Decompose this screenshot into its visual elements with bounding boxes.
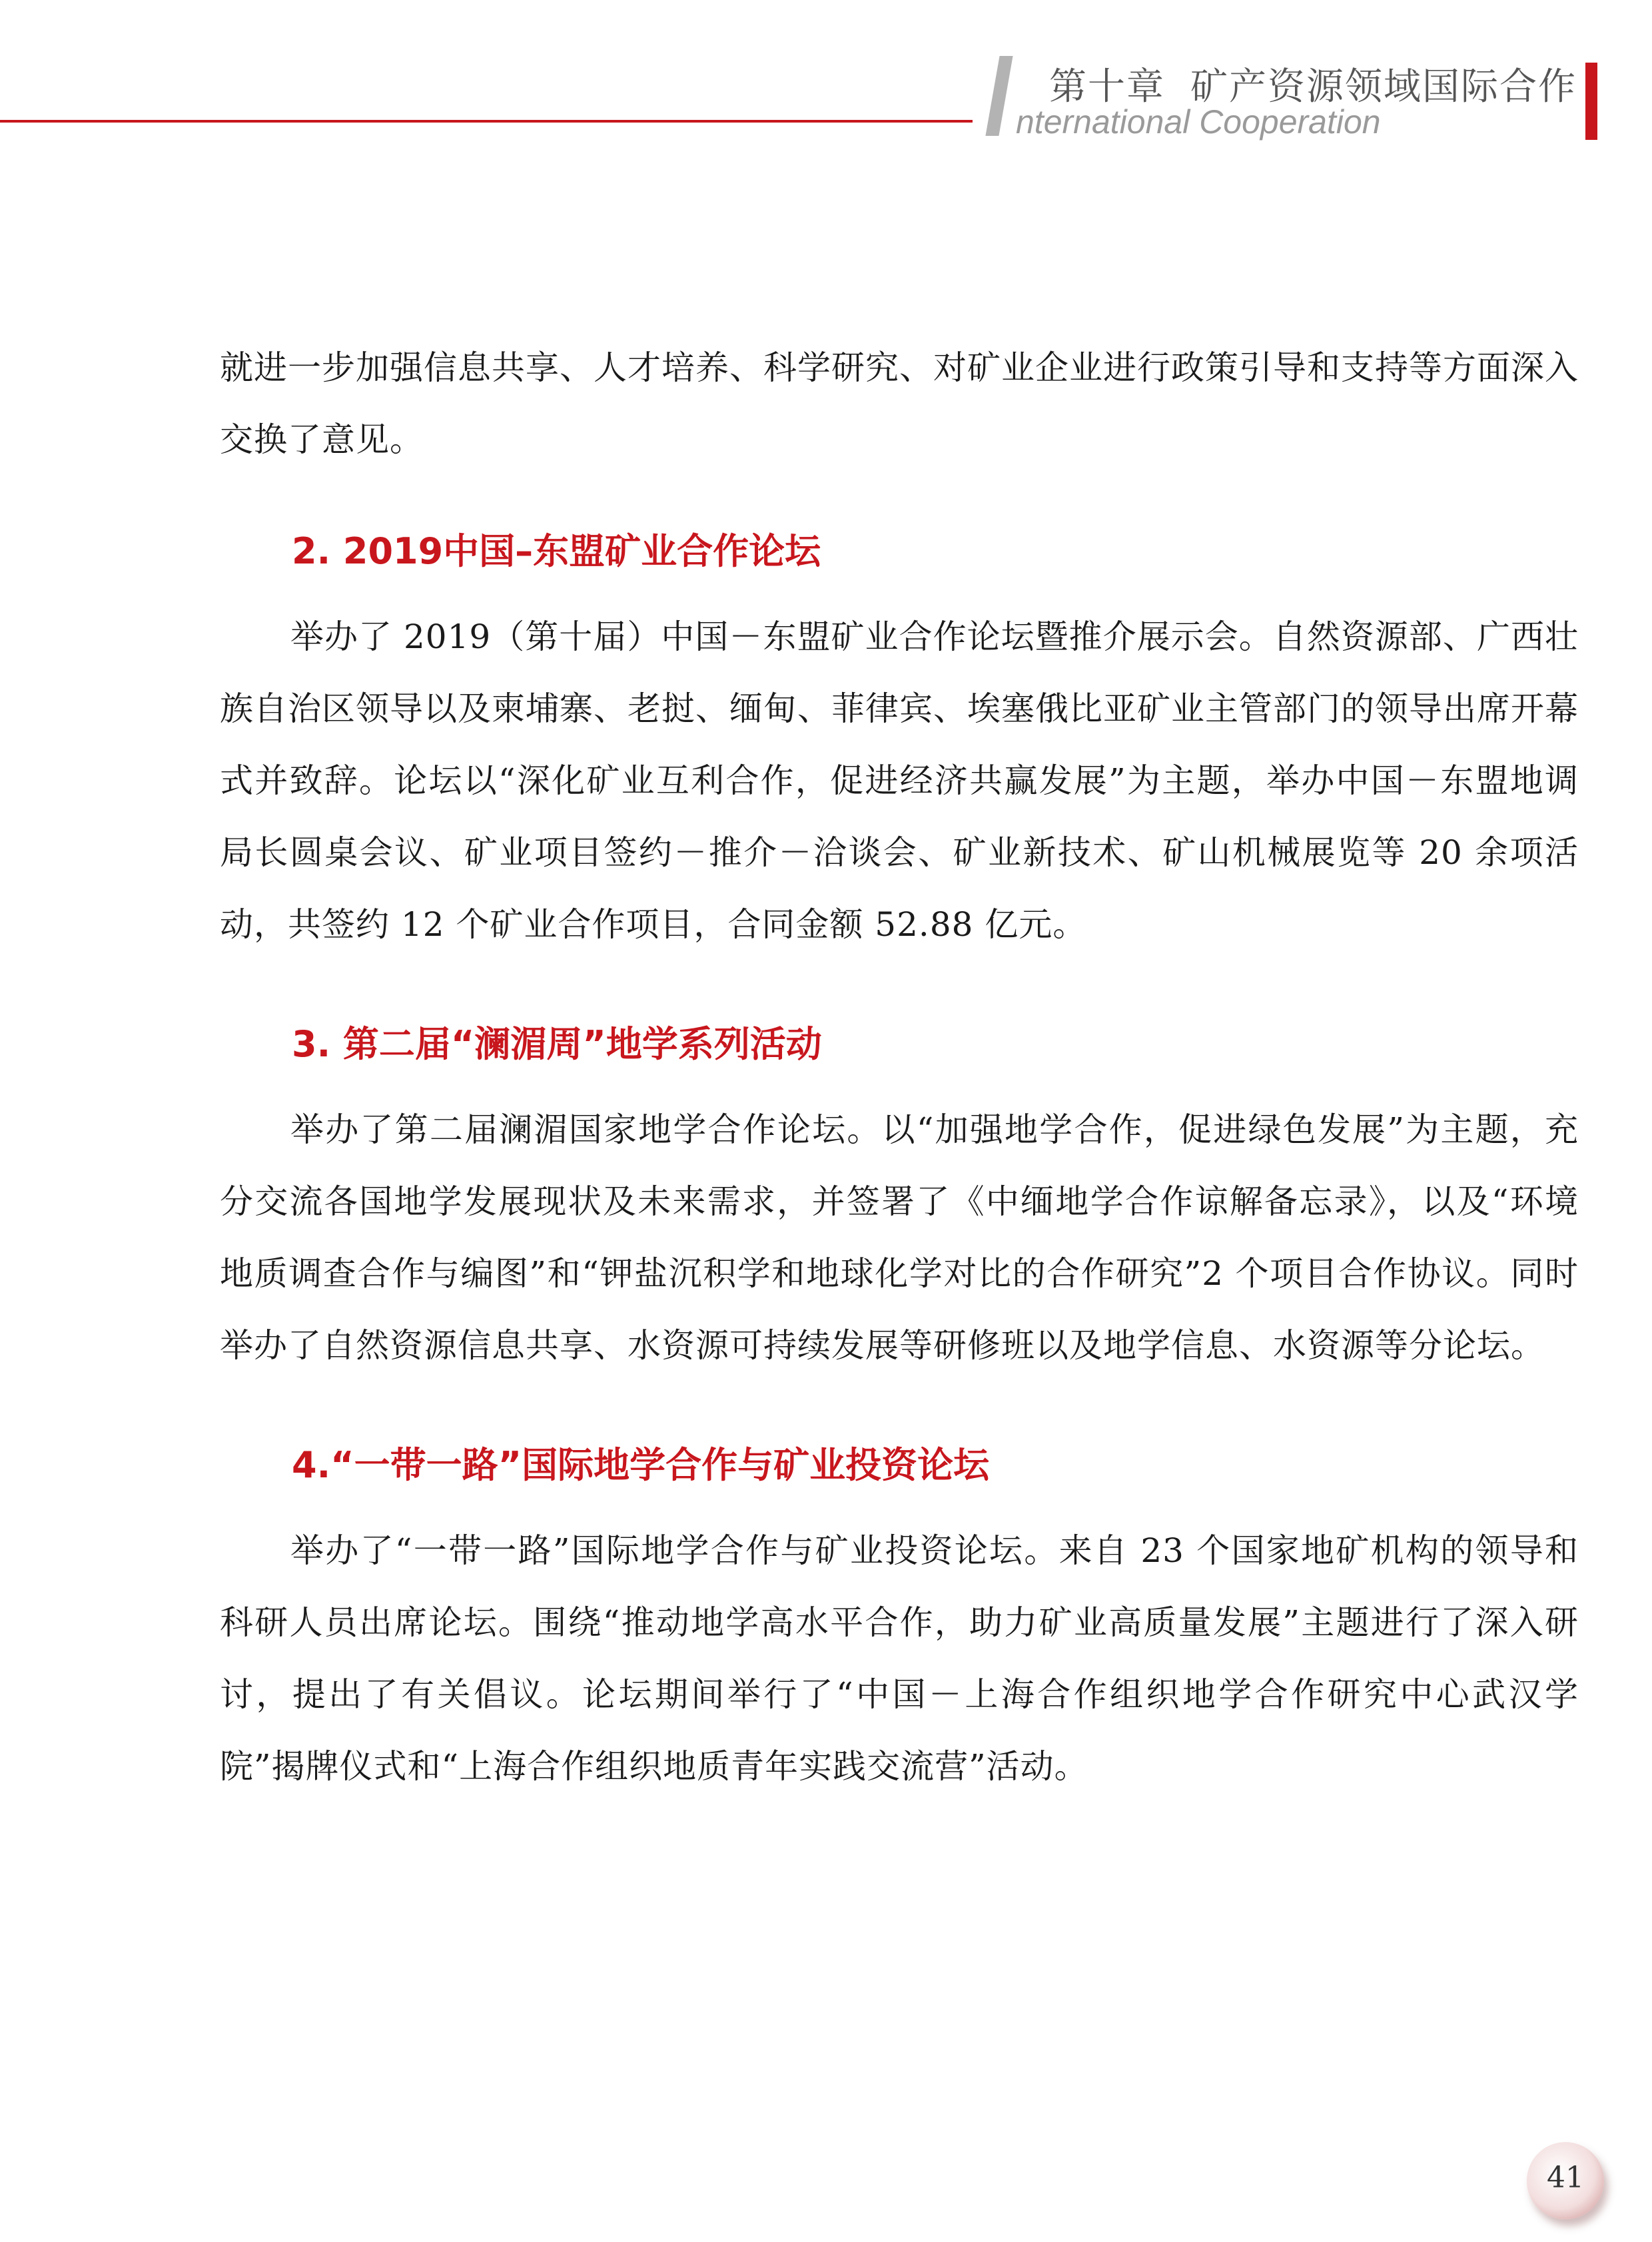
chapter-name: 矿产资源领域国际合作 — [1190, 65, 1577, 109]
header-initial-letter — [985, 56, 1013, 136]
section-heading-lancang-mekong-week: 3. 第二届“澜湄周”地学系列活动 — [292, 1023, 822, 1065]
header-accent-bar — [1585, 63, 1597, 140]
chapter-subtitle: nternational Cooperation — [1016, 103, 1381, 141]
page-number: 41 — [1547, 2161, 1584, 2195]
section-paragraph-lancang-mekong-week: 举办了第二届澜湄国家地学合作论坛。以“加强地学合作，促进绿色发展”为主题，充分交流各国地学发展现状及未来需求，并签署了《中缅地学合作谅解备忘录》，以及“环境地质调查合作与编图”和“钾盐沉积学和地球化学对比的合作研究”2 个项目合作协议。同时举办了自然资源信息共享、水资源可持续发展等研修班以及地学信息、水资源等分论坛。 — [220, 1110, 1579, 1365]
section-paragraph-belt-and-road-forum: 举办了“一带一路”国际地学合作与矿业投资论坛。来自 23 个国家地矿机构的领导和科研人员出席论坛。围绕“推动地学高水平合作，助力矿业高质量发展”主题进行了深入研讨，提出了有关倡议。论坛期间举行了“中国－上海合作组织地学合作研究中心武汉学院”揭牌仪式和“上海合作组织地质青年实践交流营”活动。 — [220, 1531, 1579, 1786]
chapter-number: 第十章 — [1049, 65, 1165, 109]
section-heading-belt-and-road-forum: 4.“一带一路”国际地学合作与矿业投资论坛 — [292, 1444, 990, 1486]
section-paragraph-forum-asean: 举办了 2019（第十届）中国－东盟矿业合作论坛暨推介展示会。自然资源部、广西壮族自治区领导以及柬埔寨、老挝、缅甸、菲律宾、埃塞俄比亚矿业主管部门的领导出席开幕式并致辞。论坛以“深化矿业互利合作，促进经济共赢发展”为主题，举办中国－东盟地调局长圆桌会议、矿业项目签约－推介－洽谈会、矿业新技术、矿山机械展览等 20 余项活动，共签约 12 个矿业合作项目，合同金额 52.88 亿元。 — [220, 617, 1579, 944]
section-heading-forum-asean: 2. 2019中国–东盟矿业合作论坛 — [292, 530, 821, 572]
intro-paragraph: 就进一步加强信息共享、人才培养、科学研究、对矿业企业进行政策引导和支持等方面深入交换了意见。 — [220, 348, 1579, 459]
page-body — [220, 332, 1579, 1802]
header-rule — [0, 120, 973, 123]
